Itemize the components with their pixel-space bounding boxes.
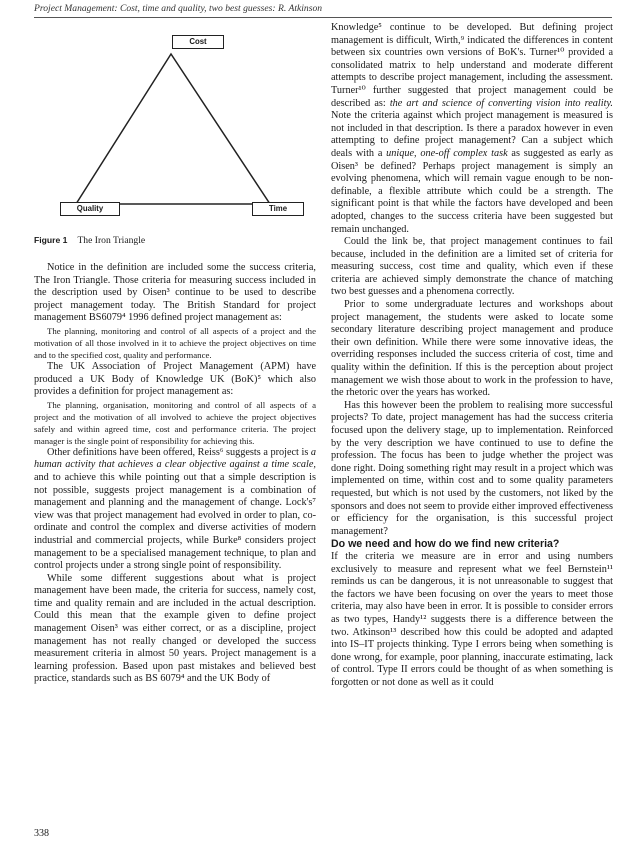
running-header: Project Management: Cost, time and quality, two best guesses: R. Atkinson: [34, 3, 323, 14]
left-column: [34, 262, 316, 686]
iron-triangle-diagram: [34, 24, 316, 252]
left-paragraph-2: The UK Association of Project Management (APM) have produced a UK Body of Knowledge UK (BoK)⁵ which also provides a definition for project management as:: [34, 360, 316, 398]
left-paragraph-4: While some different suggestions about what is project management have been made, the criteria for success, namely cost, time and quality remain and are included in the actual description. Could this mean that the example given to define project management Oisen³ was either correct, or as a discipline, project management has not really changed or developed the success measurement criteria in almost 50 years. Project management is a learning profession. Based upon past mistakes and believed best practice, standards such as BS 6079⁴ and the UK Body of: [34, 572, 316, 685]
right-column: [331, 22, 613, 689]
right-paragraph-1: Knowledge⁵ continue to be developed. But defining project management is difficult, Wirth,⁹ indicated the differences in content between six countries own versions of BoK's. Turner¹⁰ provided a consolidated matrix to help understand and moderate different attempts to describe project management, including the assessment. Turner¹⁰ further suggested that project management could be described as: the art and science of converting vision into reality. Note the criteria against which project management is measured is not included in that description. Is there a paradox however in even attempting to define project management? Can a subject which deals with a unique, one-off complex task as suggested as early as Oisen³ be defined? Perhaps project management is simply an evolving phenomena, which will remain vague enough to be non-definable, a flexible attribute which could be a strength. The significant point is that while the factors have developed and been adopted, changes to the success criteria have been suggested but remain unchanged.: [331, 22, 613, 235]
right-paragraph-2: Could the link be, that project management continues to fail because, included in the definition are a limited set of criteria for measuring success, cost time and quality, which even if these criteria are achieved simply demonstrate the chance of matching two best guesses and a phenomena correctly.: [331, 236, 613, 298]
iron-triangle-figure: [34, 24, 316, 252]
triangle-shape: [76, 54, 270, 204]
page-number: 338: [34, 828, 49, 839]
left-paragraph-3: Other definitions have been offered, Reiss⁶ suggests a project is a human activity that achieves a clear objective against a time scale, and to achieve this while pointing out that a simple description is not possible, suggests project management is a combination of management and planning and the management of change. Lock's⁷ view was that project management had evolved in order to plan, co-ordinate and control the complex and diverse activities of modern industrial and commercial projects, while Burke⁸ considers project management to be a specialised management technique, to plan and control projects under a strong single point of responsibility.: [34, 446, 316, 572]
caption-label: Figure 1: [34, 235, 68, 245]
figure-caption: [34, 235, 145, 246]
right-paragraph-5: If the criteria we measure are in error and using numbers exclusively to measure and represent what we feel Bernstein¹¹ reminds us can be dangerous, it is not unreasonable to suggest that the factors we have been focusing on over the years to meet those criteria, may also have been in error. It is possible to consider errors as two types, Handy¹² suggests there is a difference between the two. Atkinson¹³ described how this could be adopted and adapted into IS–IT projects thinking. Type I errors being when something is done wrong, for example, poor planning, inaccurate estimating, lack of control. Type II errors could be thought of as when something is forgotten or not done as well as it could: [331, 550, 613, 688]
apm-quote-1: The planning, monitoring and control of all aspects of a project and the motivation of all those involved in it to achieve the project objectives on time and to the specified cost, quality and performance.: [34, 325, 316, 360]
time-label-box: Time: [252, 202, 304, 216]
right-paragraph-3: Prior to some undergraduate lectures and workshops about project management, the students were asked to locate some secondary literature describing project management and produce their own definition. While there were some innovative ideas, the overriding responses included the success criteria of cost, time and quality within the definition. If this is the perception about project management we wish those about to work in the profession to have, the rhetoric over the years has worked.: [331, 299, 613, 399]
caption-text: The Iron Triangle: [77, 235, 146, 246]
quality-label-box: Quality: [60, 202, 120, 216]
section-heading: Do we need and how do we find new criteria?: [331, 538, 560, 551]
cost-label-box: Cost: [172, 35, 224, 49]
left-paragraph-1: Notice in the definition are included some the success criteria, The Iron Triangle. Those criteria for measuring success included in the description used by Oisen³ continue to be used to describe project management today. The British Standard for project management BS6079⁴ 1996 defined project management as:: [34, 262, 316, 324]
apm-quote-2: The planning, organisation, monitoring and control of all aspects of a project and the motivation of all involved to achieve the project objectives safely and within agreed time, cost and performance criteria. The project manager is the single point of responsibility for achieving this.: [34, 399, 316, 446]
header-rule: [34, 17, 612, 18]
right-paragraph-4: Has this however been the problem to realising more successful projects? To date, project management has had the success criteria focused upon the delivery stage, up to implementation. Reinforced by the very description we have continued to use to define the profession. The focus has been to judge whether the project was done right. Doing something right may result in a project which was implemented on time, within cost and to some quality parameters requested, but which is not used by the customers, not liked by the sponsors and does not seem to provide either improved effectiveness or efficiency for the organisation, is this successful project management?: [331, 399, 613, 537]
